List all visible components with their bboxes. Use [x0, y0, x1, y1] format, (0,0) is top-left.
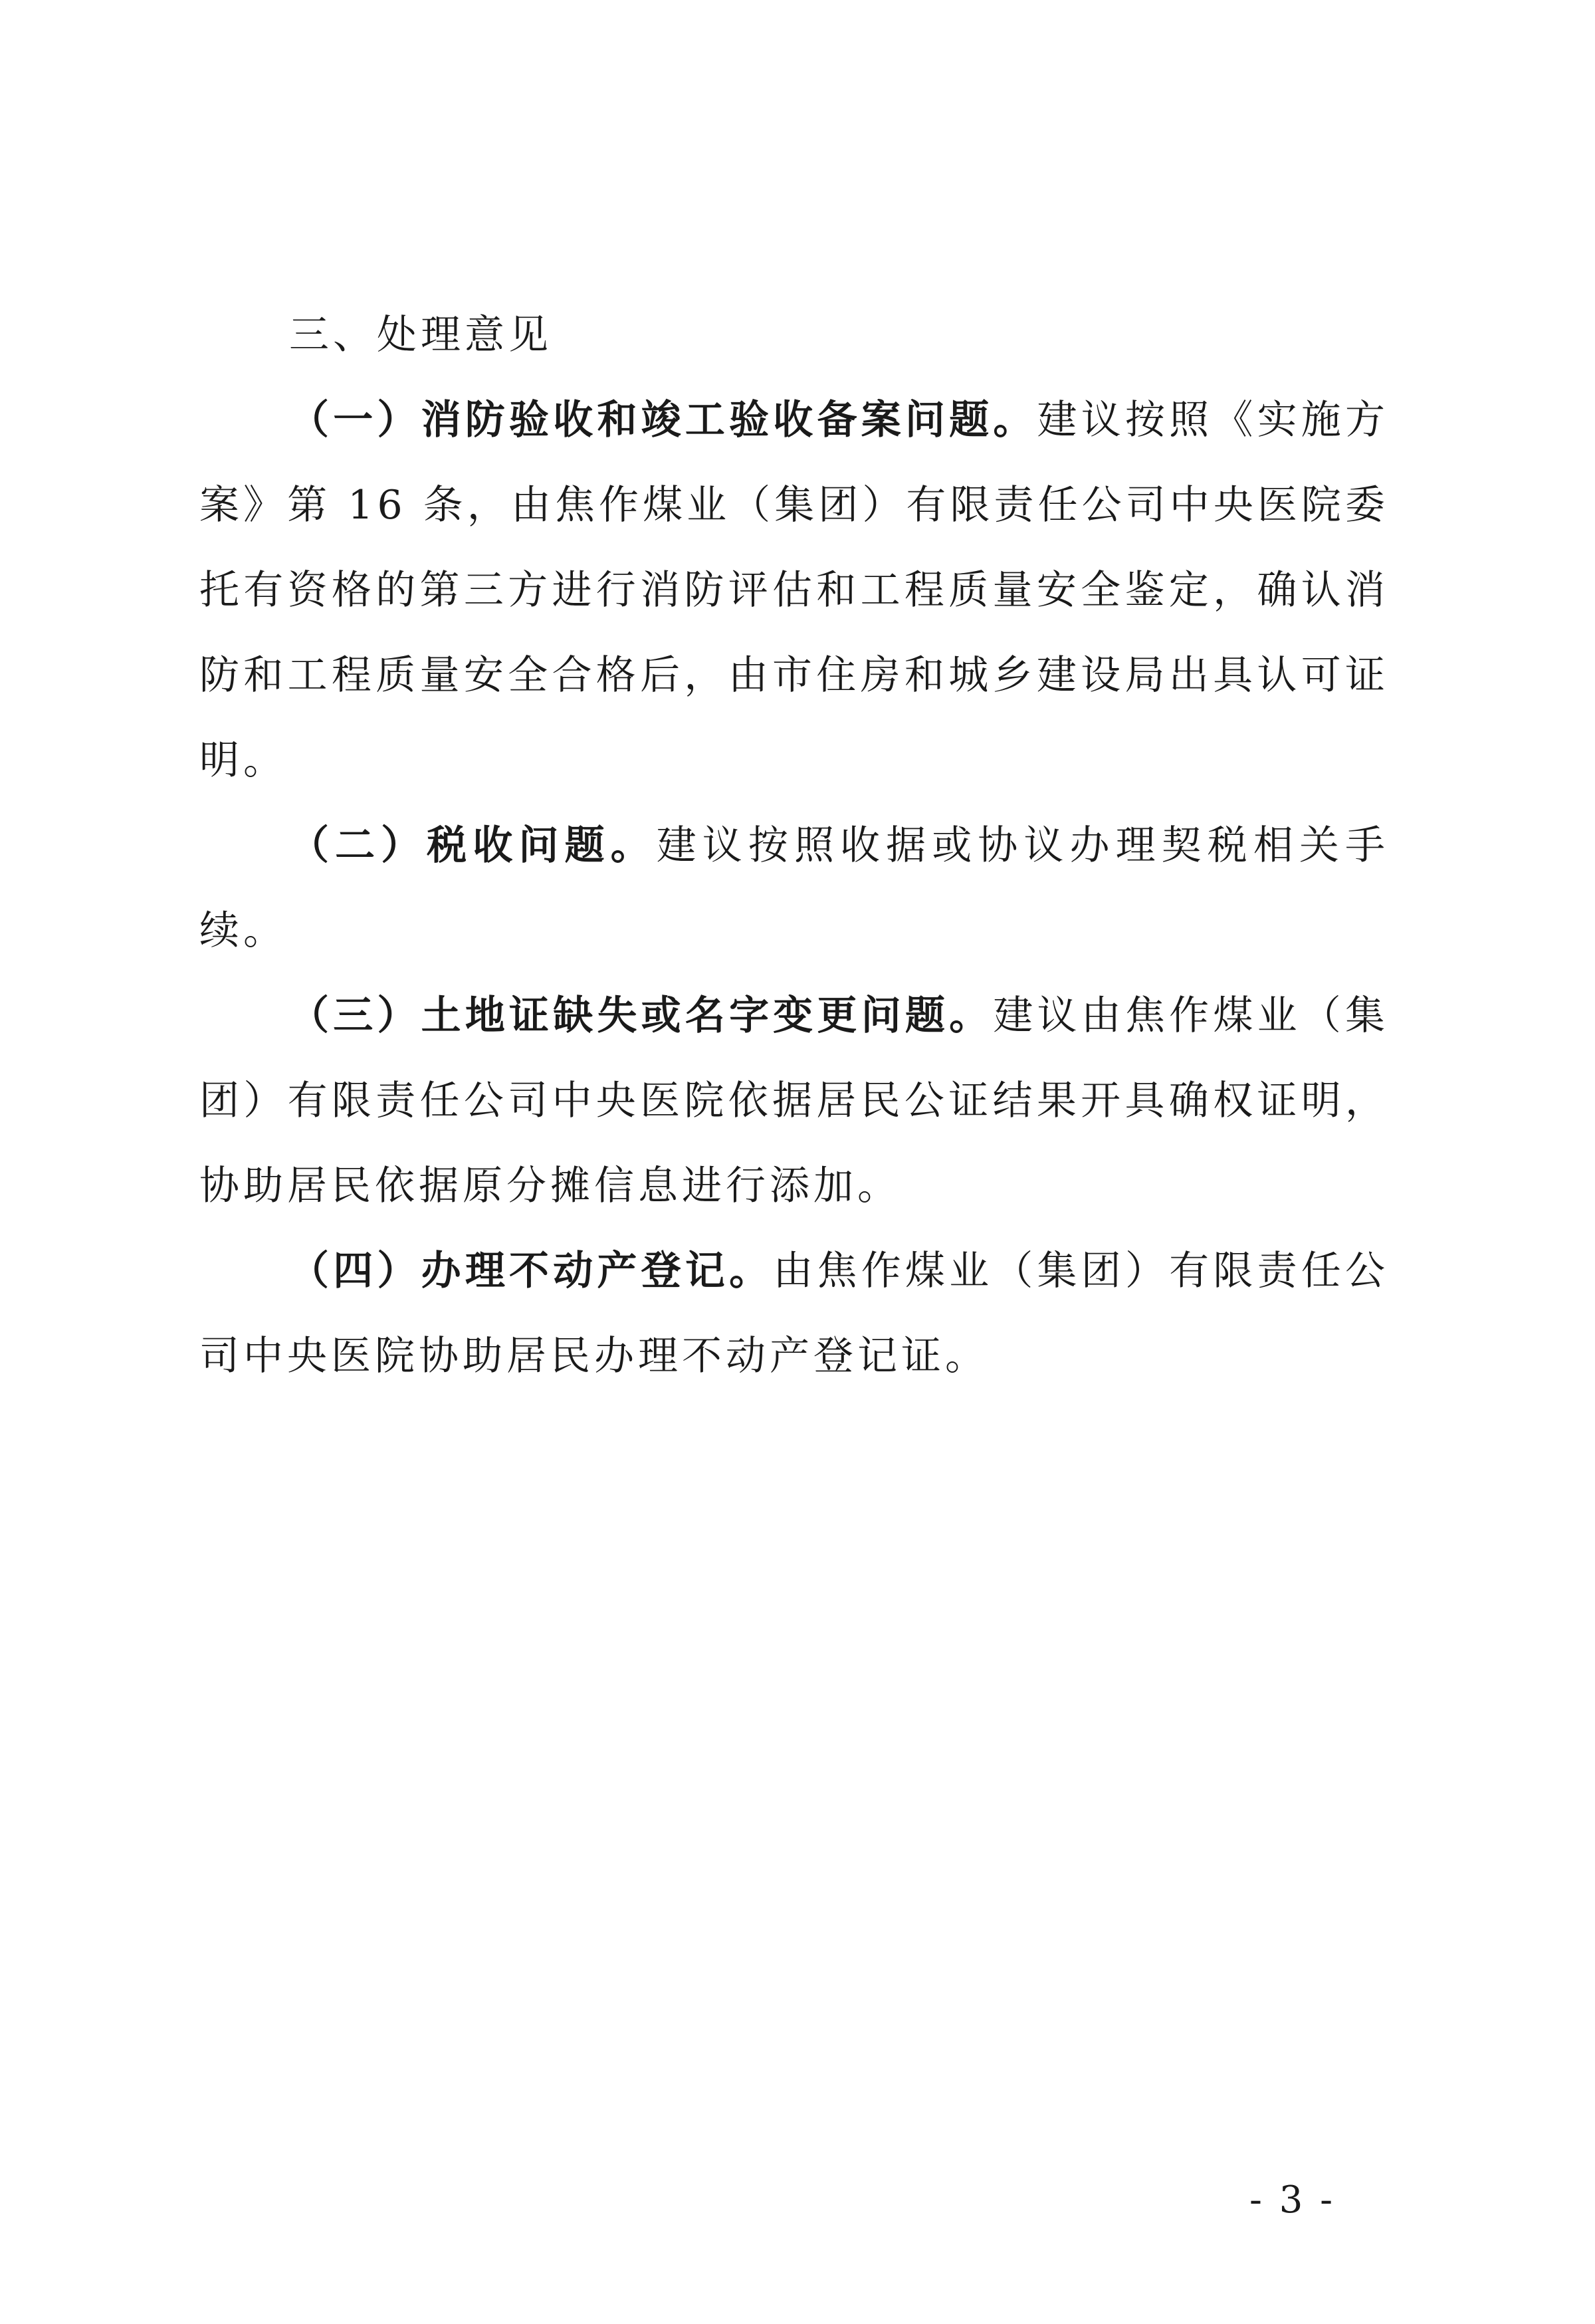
paragraph-text: 建议按照《实施方案》第 16 条，由焦作煤业（集团）有限责任公司中央医院委托有资格的第三方进行消防评估和工程质量安全鉴定，确认消防和工程质量安全合格后，由市住房和城乡建设局出具认可证明。: [199, 397, 1390, 784]
paragraph-land-certificate: [199, 973, 1389, 1228]
paragraph-lead: （四）办理不动产登记。: [289, 1248, 774, 1294]
document-body: [199, 292, 1389, 1399]
paragraph-property-registration: [199, 1228, 1389, 1399]
paragraph-lead: （一）消防验收和竣工验收备案问题。: [289, 397, 1037, 443]
paragraph-text: 建议由焦作煤业（集团）有限责任公司中央医院依据居民公证结果开具确权证明，协助居民依据原分摊信息进行添加。: [199, 992, 1390, 1209]
page-number: - 3 -: [1249, 2178, 1336, 2222]
paragraph-text: 由焦作煤业（集团）有限责任公司中央医院协助居民办理不动产登记证。: [199, 1248, 1390, 1379]
paragraph-fire-acceptance: [199, 378, 1389, 803]
paragraph-lead: （二）税收问题。: [289, 822, 657, 869]
section-heading: 三、处理意见: [289, 312, 552, 358]
paragraph-tax: [199, 803, 1389, 973]
paragraph-text: 建议按照收据或协议办理契税相关手续。: [199, 822, 1390, 954]
paragraph-lead: （三）土地证缺失或名字变更问题。: [289, 992, 994, 1039]
